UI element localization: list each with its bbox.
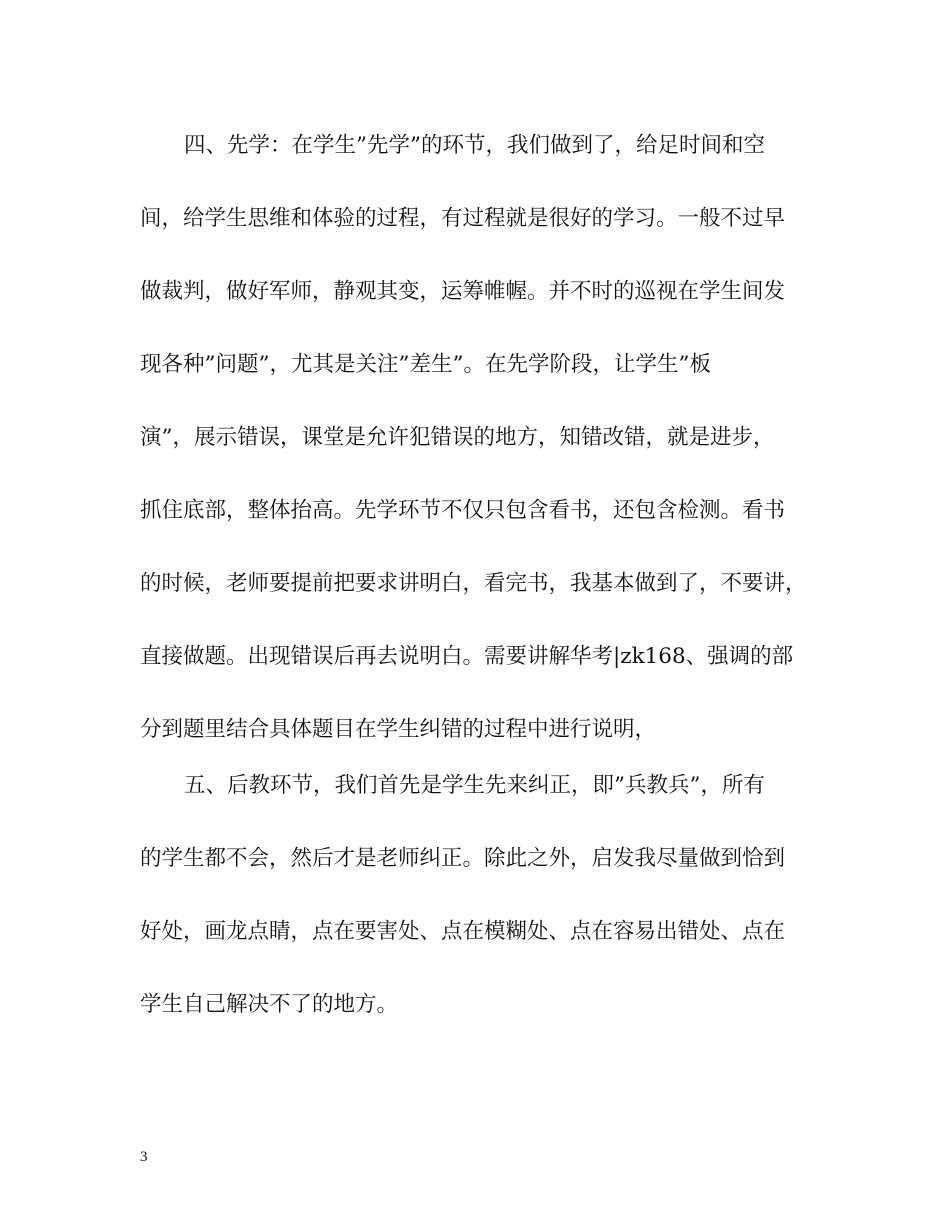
paragraph-4-line-3: 做裁判，做好军师，静观其变，运筹帷幄。并不时的巡视在学生间发: [140, 279, 786, 304]
paragraph-5-line-4: 学生自己解决不了的地方。: [140, 992, 399, 1017]
paragraph-5-line-3: 好处，画龙点睛，点在要害处、点在模糊处、点在容易出错处、点在: [140, 919, 786, 944]
page-number: 3: [140, 1149, 148, 1165]
paragraph-4-line-8: 直接做题。出现错误后再去说明白。需要讲解华考|zk168、强调的部: [140, 644, 794, 669]
paragraph-5-line-1: 五、后教环节，我们首先是学生先来纠正，即”兵教兵”，所有: [184, 773, 765, 798]
paragraph-4-line-2: 间，给学生思维和体验的过程，有过程就是很好的学习。一般不过早: [140, 206, 786, 231]
paragraph-4-line-5: 演”，展示错误，课堂是允许犯错误的地方，知错改错，就是进步，: [140, 425, 775, 450]
paragraph-4-line-4: 现各种”问题”，尤其是关注”差生”。在先学阶段，让学生”板: [140, 352, 711, 377]
paragraph-5-line-2: 的学生都不会，然后才是老师纠正。除此之外，启发我尽量做到恰到: [140, 846, 786, 871]
paragraph-4-line-9: 分到题里结合具体题目在学生纠错的过程中进行说明，: [140, 717, 657, 742]
paragraph-4-line-7: 的时候，老师要提前把要求讲明白，看完书，我基本做到了，不要讲，: [140, 571, 807, 596]
paragraph-4-line-6: 抓住底部，整体抬高。先学环节不仅只包含看书，还包含检测。看书: [140, 498, 786, 523]
paragraph-4-line-1: 四、先学：在学生”先学”的环节，我们做到了，给足时间和空: [184, 133, 765, 158]
